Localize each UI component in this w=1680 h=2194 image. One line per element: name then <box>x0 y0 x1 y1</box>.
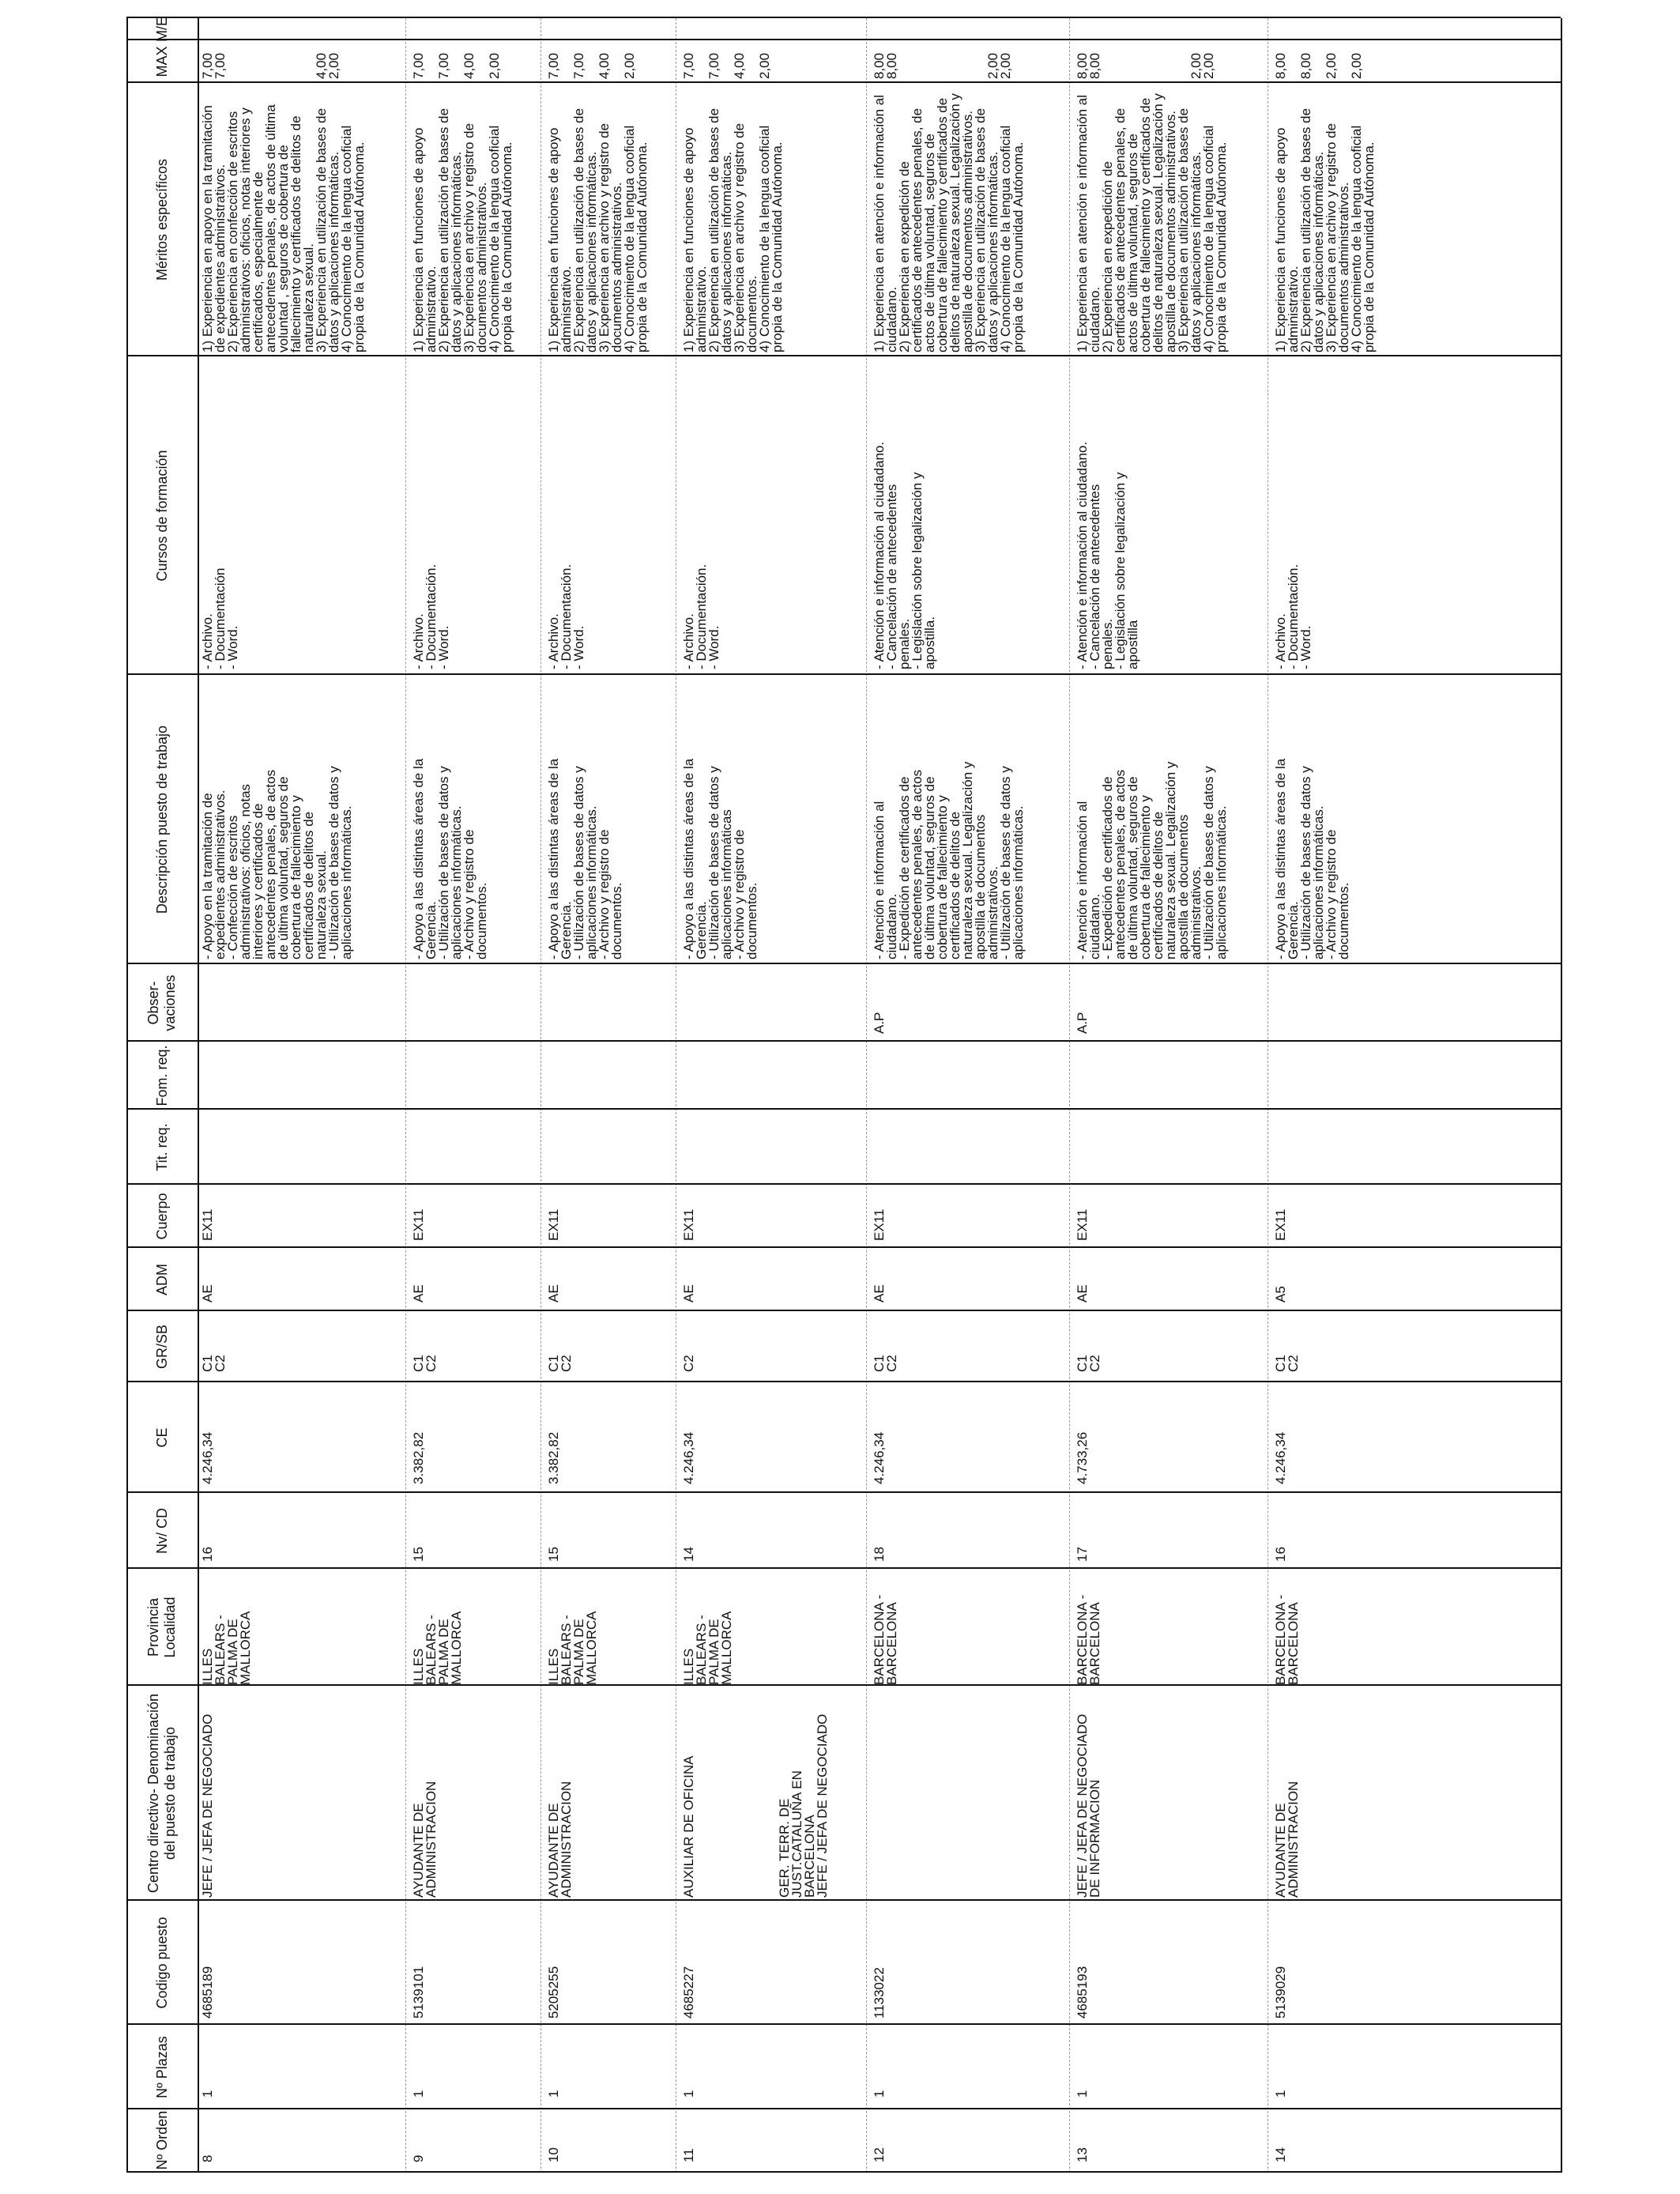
header-me: M/E <box>153 16 170 42</box>
row-cursos-cell: - Atención e información al ciudadano. - Cancelación de antecedentes penales. - Legislación sobre legalización y apostilla <box>1075 441 1140 669</box>
row-observaciones-cell: A.P <box>1075 1012 1090 1034</box>
header-centro: Centro directivo- Denominación del puesto de trabajo <box>145 1693 178 1894</box>
row-adm-cell: AE <box>872 1284 887 1302</box>
row-cuerpo-cell: EX11 <box>200 1208 215 1241</box>
column-rule <box>126 673 1561 675</box>
row-ce-cell: 4.246,34 <box>872 1431 887 1484</box>
header-cursos: Cursos de formación <box>153 450 170 582</box>
row-cursos-cell: - Archivo. - Documentación - Word. <box>200 567 240 669</box>
row-centro-cell: AYUDANTE DE ADMINISTRACION <box>1273 1781 1301 1898</box>
row-grsb-cell: C1 C2 <box>1273 1355 1301 1372</box>
row-cursos-cell: - Archivo. - Documentación. - Word. <box>546 564 586 669</box>
row-adm-cell: AE <box>681 1284 696 1302</box>
row-descripcion-cell: - Atención e información al ciudadano. - Expedición de certificados de antecedentes penales, de actos de última voluntad, seguros de cobertura de fallecimiento y certificados de delitos de naturaleza sexual. Legalización y apostilla de documentos administrativos. - Utilización de bases de datos y aplicaciones informáticas. <box>1075 761 1229 959</box>
row-ce-cell: 4.246,34 <box>1273 1431 1288 1484</box>
header-plazas: Nº Plazas <box>153 2036 170 2098</box>
row-grsb-cell: C1 C2 <box>872 1355 899 1372</box>
row-codigo-cell: 1133022 <box>872 1967 887 2019</box>
row-nivel-cell: 17 <box>1075 1547 1090 1562</box>
row-cursos-cell: - Archivo. - Documentación. - Word. <box>411 564 451 669</box>
column-rule <box>126 1899 1561 1901</box>
table-rule <box>126 18 128 2173</box>
column-rule <box>126 1310 1561 1311</box>
row-meritos-cell: 1) Experiencia en atención e información al ciudadano. 2) Experiencia en expedición de certificados de antecedentes penales, de actos de última voluntad, seguros de cobertura de fallecimiento y certificados de delitos de naturaleza sexual. Legalización y apostilla de documentos administrativos. 3) Experiencia en utilización de bases de datos y aplicaciones informáticas. 4) Conocimiento de la lengua cooficial propia de la Comunidad Autónoma. <box>1075 93 1229 352</box>
row-cuerpo-cell: EX11 <box>1075 1208 1090 1241</box>
row-orden-cell: 8 <box>200 2154 215 2162</box>
row-ce-cell: 4.246,34 <box>681 1431 696 1484</box>
row-plazas-cell: 1 <box>1273 2090 1288 2098</box>
header-orden: Nº Orden <box>153 2110 170 2170</box>
row-centro-cell: JEFE / JEFA DE NEGOCIADO <box>200 1713 215 1898</box>
row-grsb-cell: C1 C2 <box>411 1355 439 1372</box>
row-separator <box>866 18 867 2173</box>
column-rule <box>126 1684 1561 1686</box>
row-cursos-cell: - Archivo. - Documentación. - Word. <box>681 564 721 669</box>
row-centro-cell: JEFE / JEFA DE NEGOCIADO DE INFORMACION <box>1075 1713 1102 1898</box>
table-rule <box>198 18 199 2173</box>
row-max-cell: 7,00 7,00 4,00 2,00 <box>681 52 772 79</box>
row-separator <box>405 18 406 2173</box>
header-max: MAX <box>153 46 170 77</box>
row-max-cell: 8,00 8,00 2,00 2,00 <box>1075 52 1216 79</box>
header-adm: ADM <box>153 1264 170 1295</box>
column-rule <box>126 963 1561 964</box>
row-descripcion-cell: - Apoyo a las distintas áreas de la Gerencia. - Utilización de bases de datos y aplicaciones informáticas. - Archivo y registro de documentos. <box>1273 758 1351 959</box>
column-rule <box>126 39 1561 40</box>
column-rule <box>126 81 1561 83</box>
row-meritos-cell: 1) Experiencia en funciones de apoyo administrativo. 2) Experiencia en utilización de bases de datos y aplicaciones informáticas. 3) Experiencia en archivo y registro de documentos administrativos. 4) Conocimiento de la lengua cooficial propia de la Comunidad Autónoma. <box>546 107 650 352</box>
row-cuerpo-cell: EX11 <box>872 1208 887 1241</box>
row-orden-cell: 14 <box>1273 2147 1288 2162</box>
row-orden-cell: 9 <box>411 2154 426 2162</box>
row-nivel-cell: 15 <box>411 1547 426 1562</box>
row-descripcion-cell: - Apoyo a las distintas áreas de la Gerencia. - Utilización de bases de datos y aplicaciones informáticas. - Archivo y registro de documentos. <box>546 758 624 959</box>
row-centro-cell: AYUDANTE DE ADMINISTRACION <box>546 1781 574 1898</box>
row-provincia-cell: ILLES BALEARS - PALMA DE MALLORCA <box>411 1611 464 1685</box>
row-cuerpo-cell: EX11 <box>411 1208 426 1241</box>
row-ce-cell: 4.733,26 <box>1075 1431 1090 1484</box>
row-nivel-cell: 14 <box>681 1547 696 1562</box>
row-separator <box>1069 18 1070 2173</box>
row-meritos-cell: 1) Experiencia en apoyo en la tramitación de expedientes administrativos. 2) Experiencia en confección de escritos administrativos: oficios, notas interiores y certificados, especialmente de antecedentes penales, de actos de última voluntad , seguros de cobertura de fallecimiento y certificados de delitos de naturaleza sexual. 3) Experiencia en utilización de bases de datos y aplicaciones informáticas. 4) Conocimiento de la lengua cooficial propia de la Comunidad Autónoma. <box>200 104 367 352</box>
header-nivel: Nv/ CD <box>153 1508 170 1554</box>
row-grsb-cell: C1 C2 <box>546 1355 574 1372</box>
row-adm-cell: A5 <box>1273 1286 1288 1302</box>
header-meritos: Méritos específicos <box>153 158 170 281</box>
header-provincia: Provincia Localidad <box>145 1596 178 1658</box>
row-codigo-cell: 4685227 <box>681 1966 696 2019</box>
row-descripcion-cell: - Apoyo a las distintas áreas de la Gerencia. - Utilización de bases de datos y aplicaciones informáticas. - Archivo y registro de documentos. <box>411 758 489 959</box>
row-cuerpo-cell: EX11 <box>681 1208 696 1241</box>
row-max-cell: 8,00 8,00 2,00 2,00 <box>872 52 1013 79</box>
row-plazas-cell: 1 <box>200 2090 215 2098</box>
row-codigo-cell: 5139101 <box>411 1966 426 2019</box>
row-codigo-cell: 4685193 <box>1075 1966 1090 2019</box>
row-ce-cell: 3.382,82 <box>546 1431 561 1484</box>
row-adm-cell: AE <box>200 1284 215 1302</box>
column-rule <box>126 1108 1561 1110</box>
column-rule <box>126 355 1561 356</box>
row-provincia-cell: BARCELONA - BARCELONA <box>1075 1594 1102 1685</box>
row-provincia-cell: ILLES BALEARS - PALMA DE MALLORCA <box>200 1611 253 1685</box>
row-plazas-cell: 1 <box>872 2090 887 2098</box>
row-meritos-cell: 1) Experiencia en atención e información al ciudadano. 2) Experiencia en expedición de certificados de antecedentes penales, de actos de última voluntad, seguros de cobertura de fallecimiento y certificados de delitos de naturaleza sexual. Legalización y apostilla de documentos administrativos. 3) Experiencia en utilización de bases de datos y aplicaciones informáticas. 4) Conocimiento de la lengua cooficial propia de la Comunidad Autónoma. <box>872 93 1026 352</box>
header-grsb: GR/SB <box>153 1325 170 1370</box>
row-descripcion-cell: - Atención e información al ciudadano. - Expedición de certificados de antecedentes penales, de actos de última voluntad, seguros de cobertura de fallecimiento y certificados de delitos de naturaleza sexual. Legalización y apostilla de documentos administrativos. - Utilización de bases de datos y aplicaciones informáticas. <box>872 761 1026 959</box>
row-nivel-cell: 15 <box>546 1547 561 1562</box>
row-nivel-cell: 16 <box>200 1547 215 1562</box>
header-codigo: Codigo puesto <box>153 1917 170 2009</box>
header-ce: CE <box>153 1427 170 1448</box>
column-rule <box>126 1040 1561 1042</box>
row-ce-cell: 3.382,82 <box>411 1431 426 1484</box>
row-plazas-cell: 1 <box>1075 2090 1090 2098</box>
column-rule <box>126 2023 1561 2025</box>
row-orden-cell: 13 <box>1075 2147 1090 2162</box>
row-centro-cell: AYUDANTE DE ADMINISTRACION <box>411 1781 439 1898</box>
header-cuerpo: Cuerpo <box>153 1193 170 1240</box>
row-adm-cell: AE <box>1075 1284 1090 1302</box>
row-nivel-cell: 16 <box>1273 1547 1288 1562</box>
row-centro-cell: AUXILIAR DE OFICINA <box>681 1755 696 1898</box>
row-cursos-cell: - Atención e información al ciudadano. - Cancelación de antecedentes penales. - Legislación sobre legalización y apostilla. <box>872 441 937 669</box>
row-grsb-cell: C2 <box>681 1355 696 1372</box>
table-rule <box>1561 18 1562 2173</box>
row-nivel-cell: 18 <box>872 1547 887 1562</box>
row-meritos-cell: 1) Experiencia en funciones de apoyo administrativo. 2) Experiencia en utilización de bases de datos y aplicaciones informáticas. 3) Experiencia en archivo y registro de documentos administrativos. 4) Conocimiento de la lengua cooficial propia de la Comunidad Autónoma. <box>1273 107 1377 352</box>
row-centro-cell: GER. TERR. DE JUST.CATALUÑA EN BARCELONA JEFE / JEFA DE NEGOCIADO <box>777 1713 830 1898</box>
row-grsb-cell: C1 C2 <box>1075 1355 1102 1372</box>
row-provincia-cell: ILLES BALEARS - PALMA DE MALLORCA <box>546 1611 599 1685</box>
row-grsb-cell: C1 C2 <box>200 1355 228 1372</box>
row-descripcion-cell: - Apoyo a las distintas áreas de la Gerencia. - Utilización de bases de datos y aplicaciones informáticas - Archivo y registro de documentos. <box>681 758 759 959</box>
header-form: Fom. req. <box>153 1045 170 1106</box>
row-descripcion-cell: - Apoyo en la tramitación de expedientes administrativos. - Confección de escritos administrativos: oficios, notas interiores y certificados de antecedentes penales, de actos de última voluntad, seguros de cobertura de fallecimiento y certificados de delitos de naturaleza sexual. - Utilización de bases de datos y aplicaciones informáticas. <box>200 766 354 959</box>
row-max-cell: 7,00 7,00 4,00 2,00 <box>200 52 341 79</box>
row-adm-cell: AE <box>411 1284 426 1302</box>
row-plazas-cell: 1 <box>681 2090 696 2098</box>
row-orden-cell: 10 <box>546 2147 561 2162</box>
row-provincia-cell: BARCELONA - BARCELONA <box>872 1594 899 1685</box>
row-ce-cell: 4.246,34 <box>200 1431 215 1484</box>
column-rule <box>126 1491 1561 1493</box>
row-orden-cell: 12 <box>872 2147 887 2162</box>
header-descripcion: Descripción puesto de trabajo <box>153 725 170 914</box>
row-adm-cell: AE <box>546 1284 561 1302</box>
row-max-cell: 7,00 7,00 4,00 2,00 <box>546 52 637 79</box>
row-meritos-cell: 1) Experiencia en funciones de apoyo administrativo. 2) Experiencia en utilización de bases de datos y aplicaciones informáticas. 3) Experiencia en archivo y registro de documentos administrativos. 4) Conocimiento de la lengua cooficial propia de la Comunidad Autónoma. <box>411 107 514 352</box>
row-max-cell: 7,00 7,00 4,00 2,00 <box>411 52 502 79</box>
header-tit: Tit. req. <box>153 1123 170 1171</box>
row-max-cell: 8,00 8,00 2,00 2,00 <box>1273 52 1364 79</box>
column-rule <box>126 1567 1561 1569</box>
column-rule <box>126 2108 1561 2109</box>
column-rule <box>126 2171 1561 2173</box>
row-meritos-cell: 1) Experiencia en funciones de apoyo administrativo. 2) Experiencia en utilización de bases de datos y aplicaciones informáticas. 3) Experiencia en archivo y registro de documentos. 4) Conocimiento de la lengua cooficial propia de la Comunidad Autónoma. <box>681 107 785 352</box>
row-orden-cell: 11 <box>681 2148 696 2162</box>
row-cursos-cell: - Archivo. - Documentación. - Word. <box>1273 564 1313 669</box>
row-codigo-cell: 4685189 <box>200 1966 215 2019</box>
row-cuerpo-cell: EX11 <box>546 1208 561 1241</box>
header-observaciones: Obser- vaciones <box>145 974 178 1031</box>
row-observaciones-cell: A.P <box>872 1012 887 1034</box>
row-provincia-cell: ILLES BALEARS - PALMA DE MALLORCA <box>681 1611 734 1685</box>
row-plazas-cell: 1 <box>546 2090 561 2098</box>
row-cuerpo-cell: EX11 <box>1273 1208 1288 1241</box>
row-plazas-cell: 1 <box>411 2090 426 2098</box>
column-rule <box>126 17 1561 18</box>
row-codigo-cell: 5205255 <box>546 1966 561 2019</box>
row-provincia-cell: BARCELONA - BARCELONA <box>1273 1594 1301 1685</box>
column-rule <box>126 1381 1561 1382</box>
column-rule <box>126 1246 1561 1248</box>
column-rule <box>126 1183 1561 1185</box>
row-codigo-cell: 5139029 <box>1273 1966 1288 2019</box>
